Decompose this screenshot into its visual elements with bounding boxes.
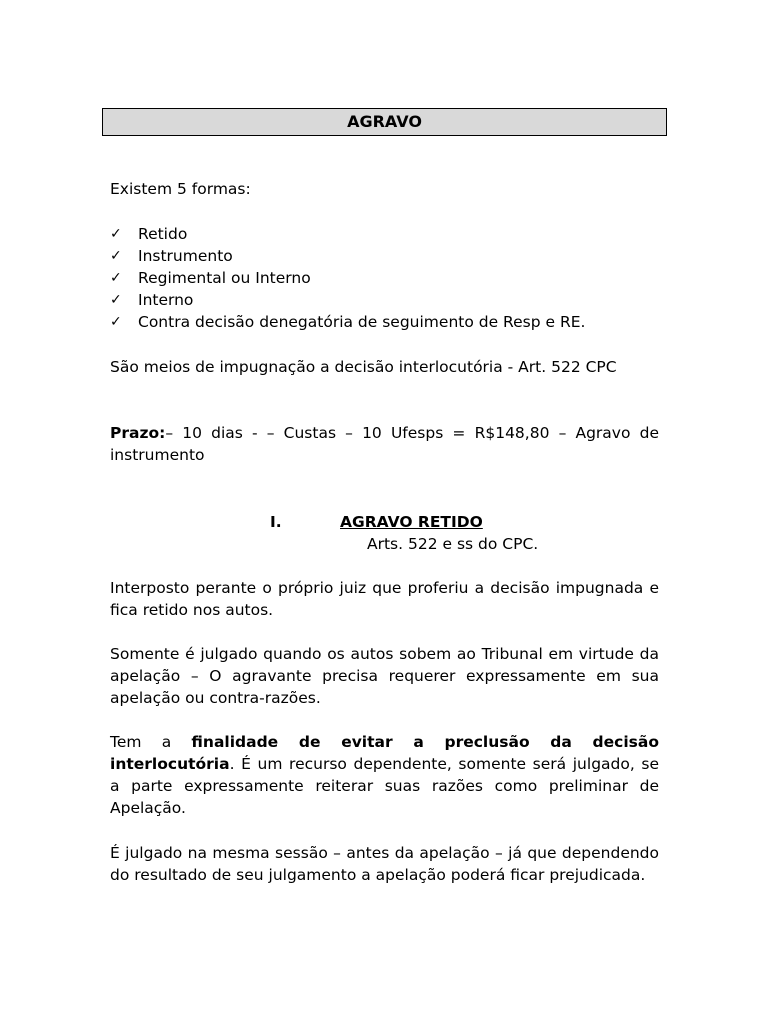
section-subtitle: Arts. 522 e ss do CPC. bbox=[367, 535, 539, 553]
paragraph-3-emphasis: finalidade de evitar a preclusão da decisão interlocutória bbox=[110, 733, 659, 773]
list-item bbox=[110, 223, 659, 245]
check-icon: ✓ bbox=[110, 226, 122, 242]
prazo-paragraph bbox=[110, 422, 659, 466]
check-icon: ✓ bbox=[110, 270, 122, 286]
paragraph-4: É julgado na mesma sessão – antes da apelação – já que dependendo do resultado de seu julgamento a apelação poderá ficar prejudicada. bbox=[110, 844, 659, 884]
paragraph-3-start: Tem a bbox=[110, 733, 192, 751]
section-heading bbox=[0, 511, 768, 533]
check-icon: ✓ bbox=[110, 292, 122, 308]
check-icon: ✓ bbox=[110, 248, 122, 264]
forms-list bbox=[110, 223, 659, 333]
impugnacao-paragraph: São meios de impugnação a decisão interlocutória - Art. 522 CPC bbox=[110, 358, 617, 376]
paragraph-3 bbox=[110, 731, 659, 819]
prazo-text: – 10 dias - – Custas – 10 Ufesps = R$148,80 – Agravo de instrumento bbox=[110, 424, 659, 464]
prazo-label: Prazo: bbox=[110, 424, 166, 442]
intro-text: Existem 5 formas: bbox=[110, 180, 251, 198]
list-item-label: Contra decisão denegatória de seguimento de Resp e RE. bbox=[138, 313, 586, 331]
list-item-label: Regimental ou Interno bbox=[138, 269, 311, 287]
list-item bbox=[110, 267, 659, 289]
list-item-label: Interno bbox=[138, 291, 194, 309]
list-item-label: Retido bbox=[138, 225, 188, 243]
paragraph-1: Interposto perante o próprio juiz que proferiu a decisão impugnada e fica retido nos autos. bbox=[110, 579, 659, 619]
list-item-label: Instrumento bbox=[138, 247, 233, 265]
document-title: AGRAVO bbox=[102, 108, 667, 136]
list-item bbox=[110, 289, 659, 311]
paragraph-2: Somente é julgado quando os autos sobem ao Tribunal em virtude da apelação – O agravante precisa requerer expressamente em sua apelação ou contra-razões. bbox=[110, 645, 659, 707]
section-number: I. bbox=[270, 513, 282, 531]
section-title: AGRAVO RETIDO bbox=[340, 513, 483, 531]
list-item bbox=[110, 245, 659, 267]
paragraph-3-end: . É um recurso dependente, somente será julgado, se a parte expressamente reiterar suas razões como preliminar de Apelação. bbox=[110, 755, 659, 817]
list-item bbox=[110, 311, 659, 333]
check-icon: ✓ bbox=[110, 314, 122, 330]
